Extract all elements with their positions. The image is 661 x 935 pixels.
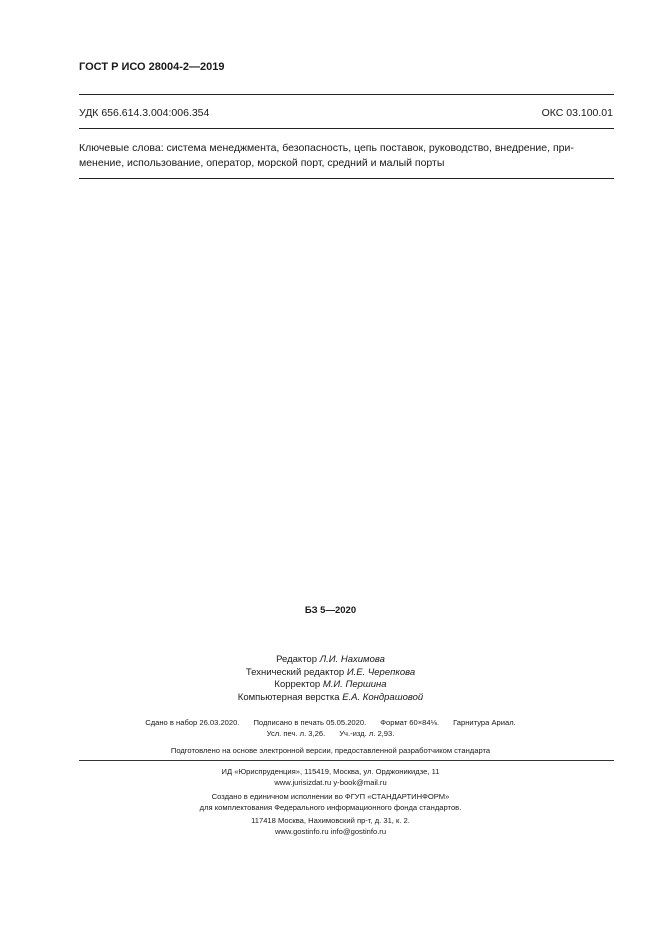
- staff-role: Корректор: [274, 679, 321, 690]
- publication-line-1: [0, 717, 661, 728]
- publisher-block: [0, 766, 661, 788]
- print-sheets: Усл. печ. л. 3,26.: [266, 729, 326, 738]
- font-info: Гарнитура Ариал.: [453, 718, 516, 727]
- address-web: www.gostinfo.ru info@gostinfo.ru: [274, 827, 387, 836]
- address-block: [0, 815, 661, 837]
- staff-name: Л.И. Нахимова: [319, 654, 385, 665]
- oks-code: ОКС 03.100.01: [541, 107, 613, 119]
- udk-code: УДК 656.614.3.004:006.354: [79, 107, 210, 119]
- staff-list: [0, 654, 661, 704]
- keywords-line-2: менение, использование, оператор, морской порт, средний и малый порты: [79, 156, 445, 169]
- staff-tech-editor: [0, 667, 661, 680]
- staff-layout: [0, 692, 661, 705]
- publisher-line: ИД «Юриспруденция», 115419, Москва, ул. Орджоникидзе, 11: [221, 767, 440, 776]
- paper-format: Формат 60×84⅛.: [380, 718, 440, 727]
- publication-line-2: [0, 728, 661, 739]
- staff-editor: [0, 654, 661, 667]
- standard-code: ГОСТ Р ИСО 28004-2—2019: [79, 61, 225, 73]
- imprint-rule: [79, 760, 614, 761]
- publication-info: [0, 717, 661, 756]
- address-line: 117418 Москва, Нахимовский пр-т, д. 31, к. 2.: [251, 816, 410, 825]
- prepared-note: Подготовлено на основе электронной версии, предоставленной разработчиком стандарта: [170, 746, 491, 755]
- pub-sheets: Уч.-изд. л. 2,93.: [339, 729, 395, 738]
- sent-date: Сдано в набор 26.03.2020.: [145, 718, 240, 727]
- staff-role: Технический редактор: [245, 666, 345, 678]
- staff-role: Компьютерная верстка: [237, 691, 340, 703]
- signed-date: Подписано в печать 05.05.2020.: [253, 718, 367, 727]
- staff-name: И.Е. Черепкова: [346, 666, 416, 678]
- top-rule: [79, 94, 614, 95]
- keywords-line-1: Ключевые слова: система менеджмента, безопасность, цепь поставок, руководство, внедрение, при-: [79, 142, 574, 154]
- staff-name: М.И. Першина: [322, 679, 387, 690]
- keywords-block: [79, 141, 614, 170]
- created-line-2: для комплектования Федерального информационного фонда стандартов.: [199, 803, 462, 812]
- classification-rule: [79, 128, 614, 129]
- staff-role: Редактор: [276, 654, 318, 665]
- publisher-web: www.jurisizdat.ru y-book@mail.ru: [274, 778, 387, 787]
- created-line-1: Создано в единичном исполнении во ФГУП «СТАНДАРТИНФОРМ»: [211, 792, 450, 801]
- bz-number: БЗ 5—2020: [304, 605, 357, 616]
- staff-corrector: [0, 679, 661, 692]
- keywords-rule: [79, 178, 614, 179]
- created-block: [0, 791, 661, 813]
- staff-name: Е.А. Кондрашовой: [342, 691, 424, 703]
